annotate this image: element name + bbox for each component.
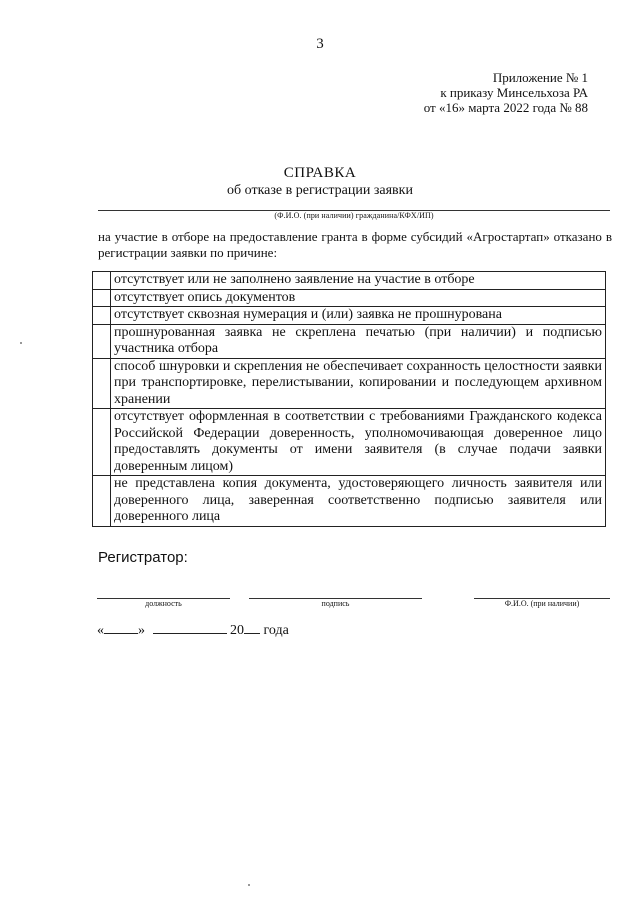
reason-text: отсутствует опись документов: [111, 289, 606, 307]
reason-text: отсутствует или не заполнено заявление на участие в отборе: [111, 272, 606, 290]
table-row: [93, 476, 606, 527]
month-blank[interactable]: [153, 620, 227, 634]
reason-checkbox[interactable]: [93, 409, 111, 476]
reason-text: способ шнуровки и скрепления не обеспечивает сохранность целостности заявки при транспортировке, перелистывании, копировании и последующем архивном хранении: [111, 358, 606, 409]
reason-checkbox[interactable]: [93, 476, 111, 527]
reason-checkbox[interactable]: [93, 289, 111, 307]
annex-line: Приложение № 1: [492, 70, 588, 85]
day-blank[interactable]: [104, 620, 138, 634]
table-row: [93, 289, 606, 307]
year-blank[interactable]: [244, 620, 260, 634]
annex-line: к приказу Минсельхоза РА: [440, 85, 588, 100]
scan-speck: [248, 884, 250, 886]
table-row: [93, 272, 606, 290]
full-name-caption: Ф.И.О. (при наличии): [504, 599, 580, 608]
document-title: СПРАВКА: [283, 165, 357, 181]
intro-text: на участие в отборе на предоставление гранта в форме субсидий «Агростартап» отказано в регистрации заявки по причине:: [98, 229, 612, 260]
annex-reference: [424, 70, 588, 115]
date-close-quote: »: [138, 623, 145, 638]
reason-checkbox[interactable]: [93, 307, 111, 325]
reason-text: прошнурованная заявка не скреплена печатью (при наличии) и подписью участника отбора: [111, 324, 606, 358]
name-field-caption: (Ф.И.О. (при наличии) гражданина/КФХ/ИП): [274, 211, 434, 220]
table-row: [93, 324, 606, 358]
reason-checkbox[interactable]: [93, 272, 111, 290]
year-prefix: 20: [230, 623, 244, 638]
page-number: 3: [316, 36, 324, 52]
annex-line: от «16» марта 2022 года № 88: [423, 100, 588, 115]
reason-checkbox[interactable]: [93, 358, 111, 409]
reason-text: не представлена копия документа, удостоверяющего личность заявителя или доверенного лица, заверенная соответственно подписью заявителя или доверенного лица: [111, 476, 606, 527]
registrar-label: Регистратор:: [98, 549, 188, 566]
signature-caption: подпись: [321, 599, 350, 608]
reason-checkbox[interactable]: [93, 324, 111, 358]
reason-text: отсутствует сквозная нумерация и (или) заявка не прошнурована: [111, 307, 606, 325]
date-line: [97, 620, 289, 639]
table-row: [93, 358, 606, 409]
date-open-quote: «: [97, 623, 104, 638]
reasons-table: [92, 271, 606, 527]
scan-speck: [20, 342, 22, 344]
year-suffix: года: [263, 623, 289, 638]
reason-text: отсутствует оформленная в соответствии с требованиями Гражданского кодекса Российской Федерации доверенность, уполномочивающая доверенное лицо предоставлять документы от имени заявителя (в случае подачи заявки доверенным лицом): [111, 409, 606, 476]
table-row: [93, 307, 606, 325]
position-caption: должность: [145, 599, 182, 608]
document-subtitle: об отказе в регистрации заявки: [227, 183, 413, 198]
table-row: [93, 409, 606, 476]
